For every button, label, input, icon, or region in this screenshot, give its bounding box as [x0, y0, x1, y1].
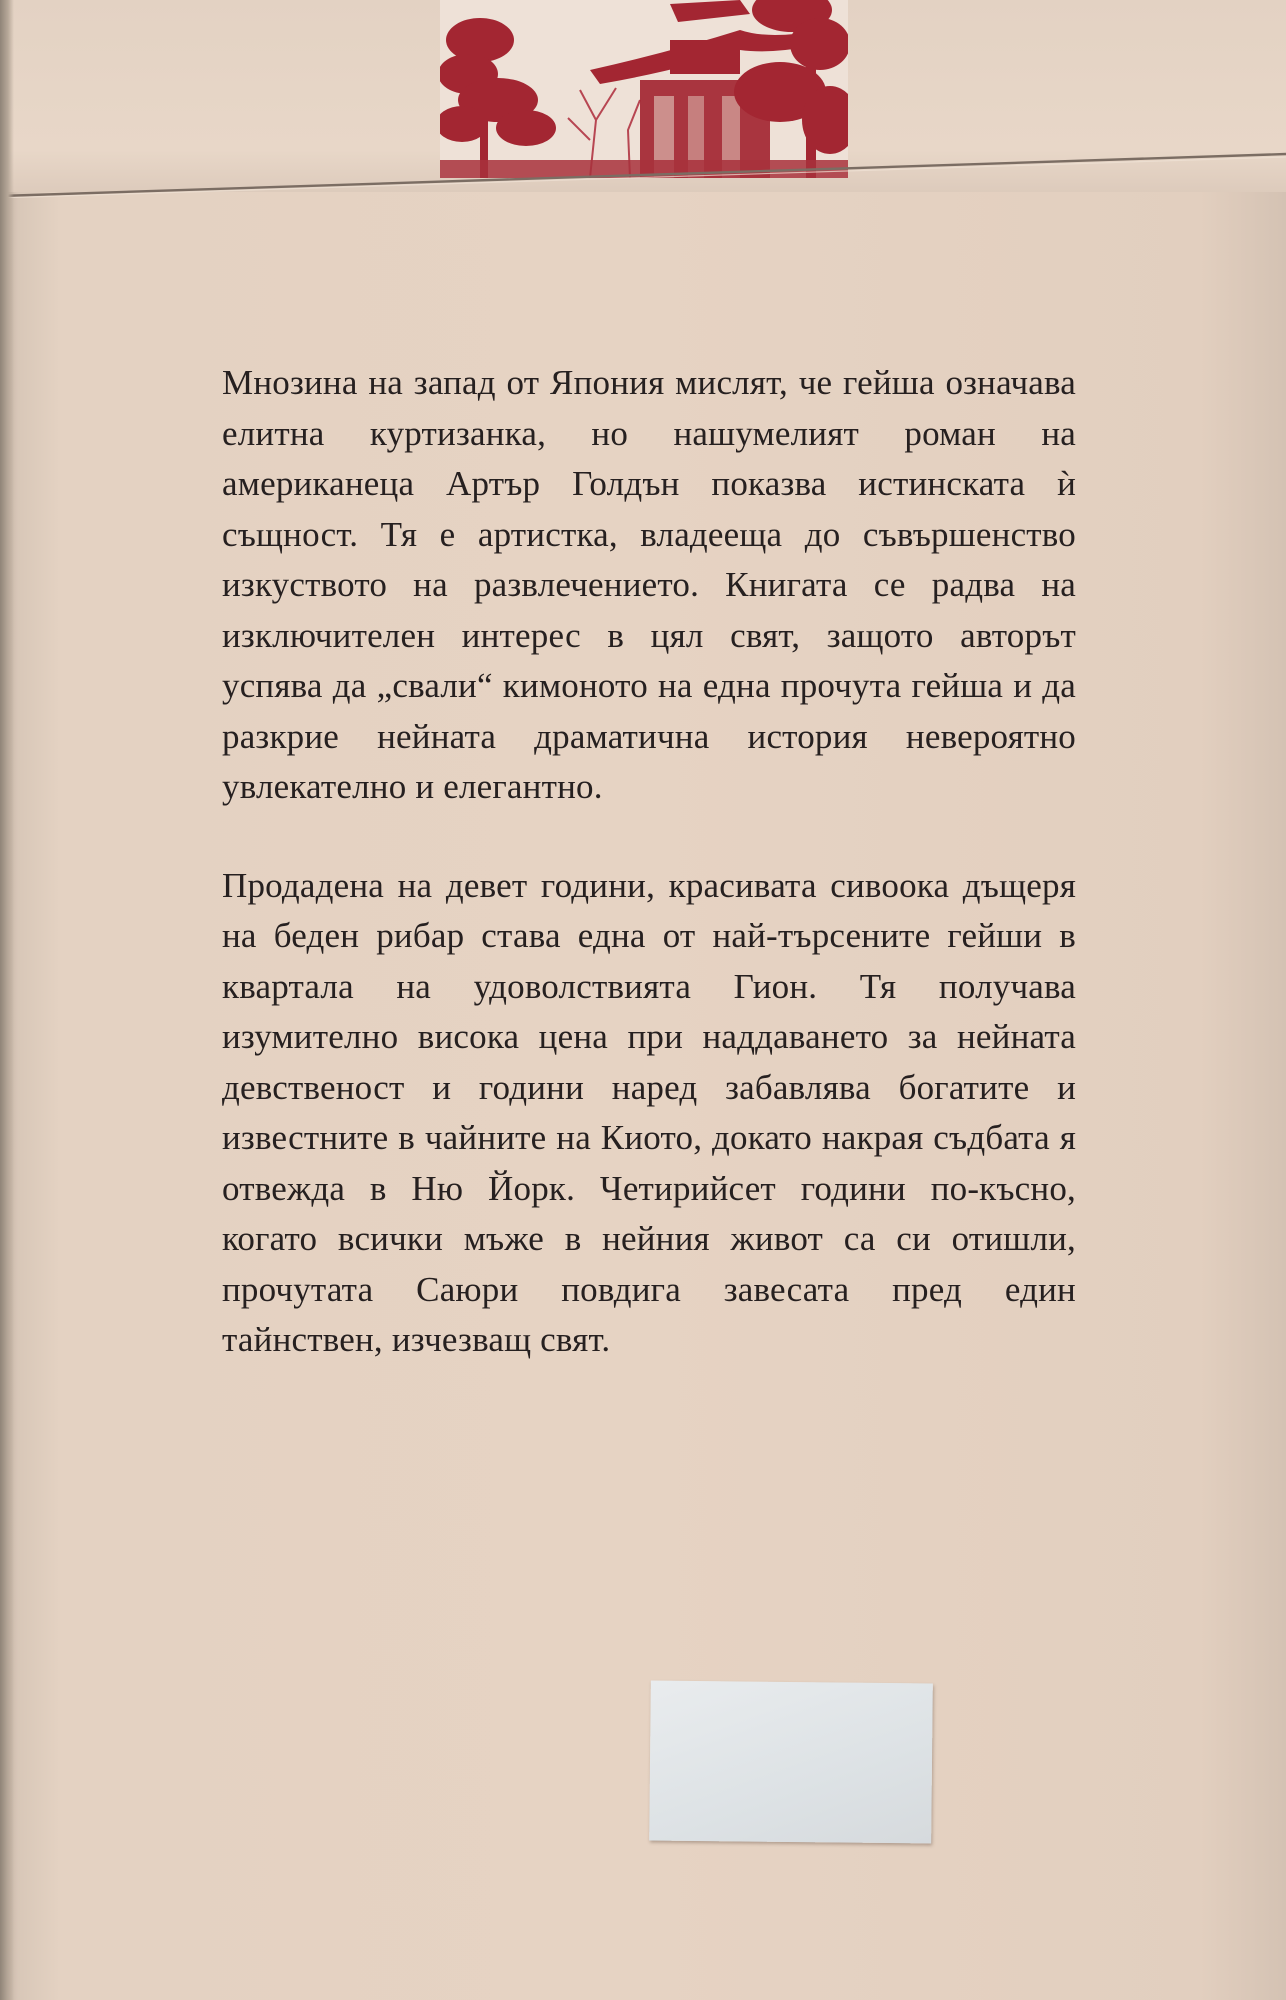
blank-sticker	[649, 1681, 933, 1844]
blurb-paragraph-2: Продадена на девет години, красивата сивоока дъщеря на беден рибар става една от най-търсените гейши в квартала на удоволствията Гион. Тя получава изумително висока цена при наддаването за нейната девственост и години наред забавлява богатите и известните в чайните на Киото, докато накрая съдбата я отвежда в Ню Йорк. Четирийсет години по-късно, когато всички мъже в нейния живот са си отишли, прочутата Саюри повдига завесата пред един тайнствен, изчезващ свят.	[222, 865, 1076, 1359]
blurb-paragraph-1: Мнозина на запад от Япония мислят, че гейша означава елитна куртизанка, но нашумелият роман на американеца Артър Голдън показва истинската ѝ същност. Тя е артистка, владееща до съвършенство изкуството на развлечението. Книгата се радва на изключителен интерес в цял свят, защото авторът успява да „свали“ кимоното на една прочута гейша и да разкрие нейната драматична история невероятно увлекателно и елегантно.	[222, 363, 1076, 806]
spine-edge	[0, 0, 14, 2000]
back-cover-blurb	[222, 358, 1076, 1366]
flap-fold-line	[0, 150, 1286, 198]
